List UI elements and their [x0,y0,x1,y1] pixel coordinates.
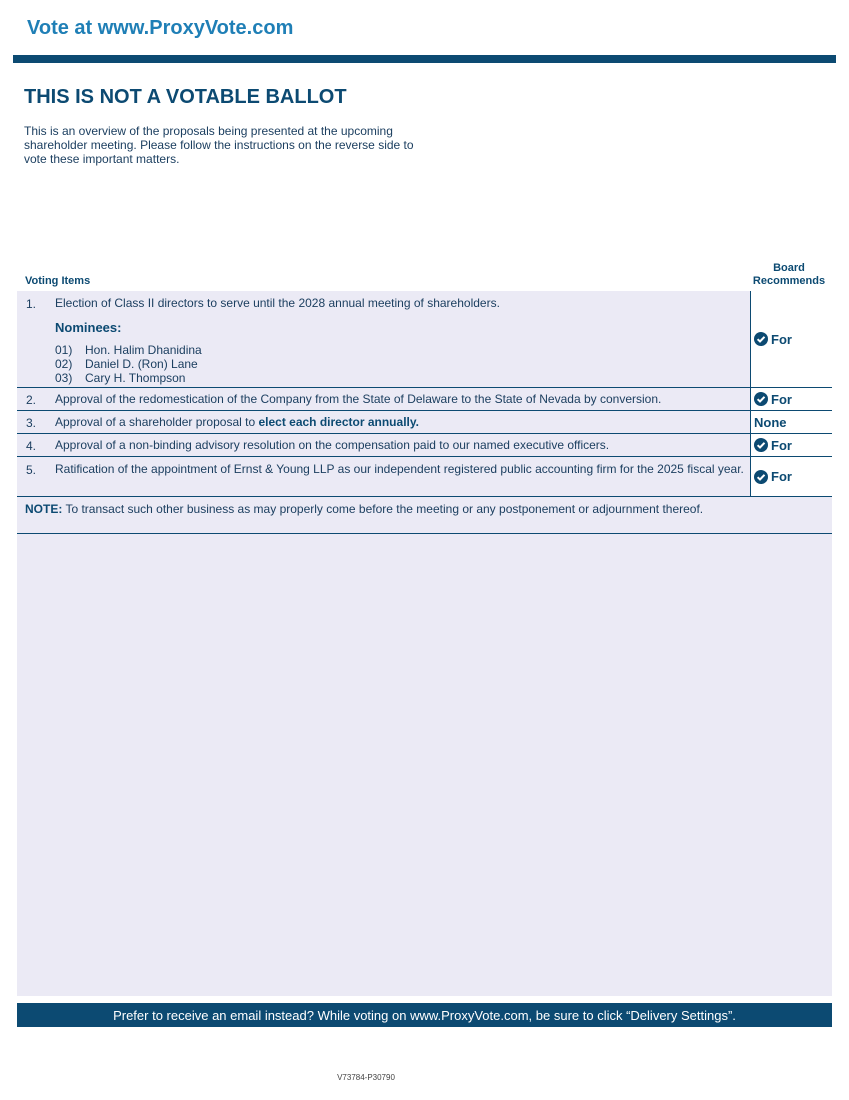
recommends-label: Recommends [752,275,826,287]
nominees-label: Nominees: [55,320,122,335]
check-circle-icon [754,392,768,406]
voting-item-2 [17,388,832,411]
check-circle-icon [754,332,768,346]
voting-item-5 [17,457,832,497]
item-number: 1. [26,297,37,311]
check-circle-icon [754,438,768,452]
recommendation-badge: For [750,434,832,456]
recommendation-badge: For [750,388,832,410]
nominee-list [55,343,202,385]
voting-item-4 [17,434,832,457]
voting-item-1 [17,291,832,388]
header-title: Vote at www.ProxyVote.com [27,17,294,39]
recommendation-badge: For [750,457,832,496]
note-text: NOTE: To transact such other business as may properly come before the meeting or any postponement or adjournment thereof. [25,502,704,516]
intro-text: This is an overview of the proposals being presented at the upcoming shareholder meeting. Please follow the instructions on the reverse side to vote these important matters. [24,124,414,166]
nominee-item: 02) Daniel D. (Ron) Lane [55,357,198,371]
email-delivery-banner: Prefer to receive an email instead? While voting on www.ProxyVote.com, be sure to click “Delivery Settings”. [17,1003,832,1027]
check-circle-icon [754,470,768,484]
item-text: Election of Class II directors to serve until the 2028 annual meeting of shareholders. [55,296,500,310]
item-number: 5. [26,463,37,477]
nominee-item: 03) Cary H. Thompson [55,371,186,385]
voting-items-header: Voting Items [25,275,91,287]
recommendation-badge: For [750,291,832,387]
voting-item-3 [17,411,832,434]
board-label: Board [773,262,805,274]
voting-items-panel [17,258,832,996]
document-code: V73784-P30790 [337,1073,395,1082]
nominee-item: 01) Hon. Halim Dhanidina [55,343,202,357]
recommendation-badge: None [750,411,832,433]
item-text: Approval of a shareholder proposal to elect each director annually. [55,415,419,429]
header-divider [13,55,836,63]
page-title: THIS IS NOT A VOTABLE BALLOT [24,86,347,108]
note-row [17,497,832,534]
item-number: 2. [26,393,37,407]
item-text: Approval of the redomestication of the Company from the State of Delaware to the State of Nevada by conversion. [55,392,662,406]
item-number: 4. [26,439,37,453]
item-text: Ratification of the appointment of Ernst & Young LLP as our independent registered public accounting firm for the 2025 fiscal year. [55,462,744,476]
item-text: Approval of a non-binding advisory resolution on the compensation paid to our named executive officers. [55,438,610,452]
board-recommends-header [749,262,829,288]
item-number: 3. [26,416,37,430]
